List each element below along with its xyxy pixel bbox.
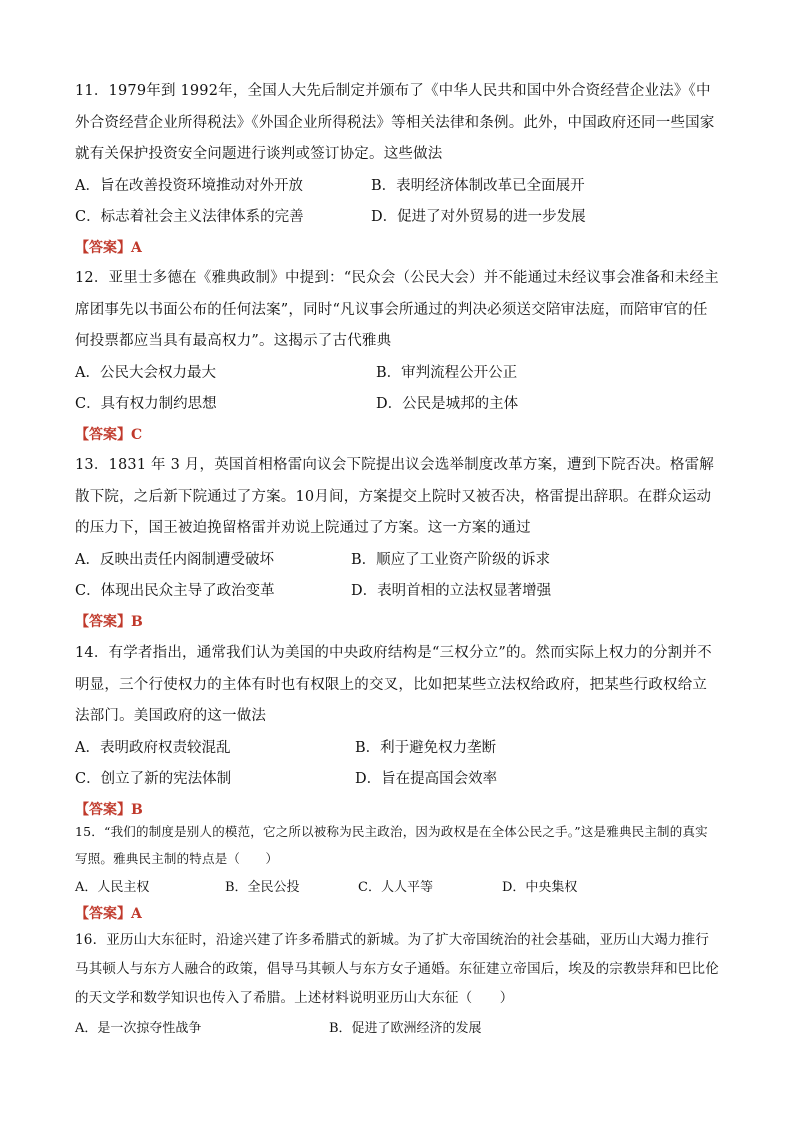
question-16 [75, 926, 720, 1040]
answer-label: 【答案】 [75, 426, 131, 443]
question-14 [75, 638, 720, 825]
question-stem: 13．1831 年 3 月，英国首相格雷向议会下院提出议会选举制度改革方案，遭到下院否决。格雷解散下院，之后新下院通过了方案。10月间，方案提交上院时又被否决，格雷提出辞职。在群众运动的压力下，国王被迫挽留格雷并劝说上院通过了方案。这一方案的通过 [75, 457, 715, 536]
answer-label: 【答案】 [75, 239, 131, 256]
answer-value: B [131, 613, 143, 630]
option-a[interactable]: A．表明政府权责较混乱 [75, 739, 231, 756]
option-d[interactable]: D．表明首相的立法权显著增强 [351, 582, 552, 599]
option-a[interactable]: A．是一次掠夺性战争 [75, 1021, 202, 1036]
options-row-1 [75, 545, 720, 576]
option-b[interactable]: B．顺应了工业资产阶级的诉求 [351, 551, 551, 568]
option-c[interactable]: C．人人平等 [358, 880, 433, 895]
answer-value: A [131, 239, 142, 256]
question-13 [75, 450, 720, 637]
options-row-2 [75, 389, 720, 420]
answer-line [75, 233, 720, 263]
answer-value: B [131, 801, 143, 818]
option-b[interactable]: B．表明经济体制改革已全面展开 [371, 177, 585, 194]
options-row-1 [75, 872, 720, 899]
option-d[interactable]: D．旨在提高国会效率 [355, 770, 498, 787]
options-row-2 [75, 202, 720, 233]
answer-value: A [131, 906, 142, 922]
option-b[interactable]: B．促进了欧洲经济的发展 [329, 1021, 482, 1036]
answer-label: 【答案】 [75, 906, 131, 922]
options-row-1 [75, 358, 720, 389]
option-d[interactable]: D．促进了对外贸易的进一步发展 [371, 208, 586, 225]
options-row-2 [75, 576, 720, 607]
options-row-1 [75, 1013, 720, 1040]
answer-line [75, 899, 720, 929]
option-c[interactable]: C．标志着社会主义法律体系的完善 [75, 208, 304, 225]
options-row-1 [75, 733, 720, 764]
answer-label: 【答案】 [75, 613, 131, 630]
option-c[interactable]: C．体现出民众主导了政治变革 [75, 582, 275, 599]
option-b[interactable]: B．全民公投 [225, 880, 300, 895]
answer-line [75, 420, 720, 450]
question-15 [75, 818, 720, 929]
answer-value: C [131, 426, 143, 443]
options-row-2 [75, 764, 720, 795]
question-11 [75, 76, 720, 263]
option-d[interactable]: D．中央集权 [502, 880, 578, 895]
option-c[interactable]: C．具有权力制约思想 [75, 395, 217, 412]
option-b[interactable]: B．审判流程公开公正 [376, 364, 518, 381]
option-c[interactable]: C．创立了新的宪法体制 [75, 770, 232, 787]
question-stem: 16．亚历山大东征时，沿途兴建了许多希腊式的新城。为了扩大帝国统治的社会基础，亚历山大竭力推行马其顿人与东方人融合的政策，倡导马其顿人与东方女子通婚。东征建立帝国后，埃及的宗教崇拜和巴比伦的天文学和数学知识也传入了希腊。上述材料说明亚历山大东征（ ） [75, 932, 719, 1006]
option-a[interactable]: A．反映出责任内阁制遭受破坏 [75, 551, 274, 568]
option-b[interactable]: B．利于避免权力垄断 [355, 739, 497, 756]
option-d[interactable]: D．公民是城邦的主体 [376, 395, 519, 412]
question-stem: 14．有学者指出，通常我们认为美国的中央政府结构是“三权分立”的。然而实际上权力的分割并不明显，三个行使权力的主体有时也有权限上的交叉，比如把某些立法权给政府，把某些行政权给立法部门。美国政府的这一做法 [75, 645, 712, 724]
question-12 [75, 263, 720, 450]
option-a[interactable]: A．公民大会权力最大 [75, 364, 216, 381]
question-stem: 11．1979年到 1992年，全国人大先后制定并颁布了《中华人民共和国中外合资经营企业法》《中外合资经营企业所得税法》《外国企业所得税法》等相关法律和条例。此外，中国政府还同一些国家就有关保护投资安全问题进行谈判或签订协定。这些做法 [75, 83, 715, 162]
answer-line [75, 607, 720, 637]
question-stem: 15．“我们的制度是别人的模范，它之所以被称为民主政治，因为政权是在全体公民之手。”这是雅典民主制的真实写照。雅典民主制的特点是（ ） [75, 824, 708, 866]
option-a[interactable]: A．旨在改善投资环境推动对外开放 [75, 177, 303, 194]
question-stem: 12．亚里士多德在《雅典政制》中提到：“民众会（公民大会）并不能通过未经议事会准备和未经主席团事先以书面公布的任何法案”，同时“凡议事会所通过的判决必须送交陪审法庭，而陪审官的任何投票都应当具有最高权力”。这揭示了古代雅典 [75, 270, 719, 349]
options-row-1 [75, 171, 720, 202]
option-a[interactable]: A．人民主权 [75, 880, 150, 895]
answer-label: 【答案】 [75, 801, 131, 818]
